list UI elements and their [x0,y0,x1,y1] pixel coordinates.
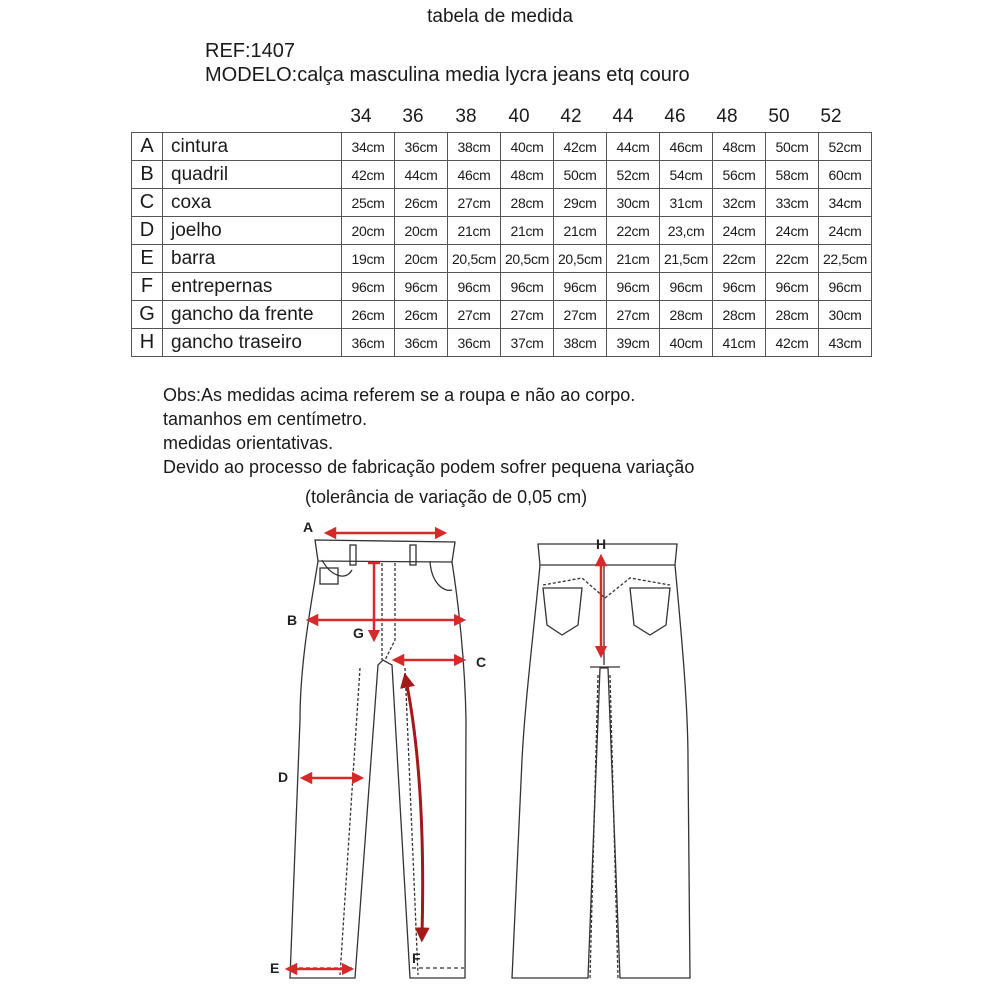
table-cell: 21cm [448,217,501,245]
row-letter: C [132,189,163,217]
table-cell: 26cm [395,301,448,329]
table-cell: 20cm [395,245,448,273]
label-a: A [303,519,314,535]
table-cell: 96cm [554,273,607,301]
table-cell: 26cm [395,189,448,217]
table-cell: 58cm [766,161,819,189]
table-cell: 56cm [713,161,766,189]
table-cell: 96cm [819,273,872,301]
row-name: gancho da frente [163,301,342,329]
table-cell: 42cm [554,133,607,161]
table-cell: 96cm [660,273,713,301]
table-cell: 36cm [395,133,448,161]
table-cell: 96cm [501,273,554,301]
table-cell: 50cm [766,133,819,161]
table-cell: 20cm [395,217,448,245]
table-cell: 96cm [395,273,448,301]
row-letter: B [132,161,163,189]
table-cell: 31cm [660,189,713,217]
table-cell: 24cm [819,217,872,245]
table-cell: 22cm [713,245,766,273]
table-cell: 48cm [501,161,554,189]
table-cell: 22,5cm [819,245,872,273]
table-cell: 37cm [501,329,554,357]
table-cell: 24cm [766,217,819,245]
row-name: cintura [163,133,342,161]
note-line: medidas orientativas. [163,433,334,453]
size-header: 46 [664,106,686,127]
table-cell: 43cm [819,329,872,357]
table-cell: 27cm [448,301,501,329]
table-cell: 32cm [713,189,766,217]
table-cell: 46cm [448,161,501,189]
table-cell: 27cm [607,301,660,329]
size-header: 40 [508,106,530,127]
table-cell: 20cm [342,217,395,245]
row-letter: D [132,217,163,245]
row-name: barra [163,245,342,273]
size-header: 44 [612,106,634,127]
table-cell: 44cm [607,133,660,161]
row-name: gancho traseiro [163,329,342,357]
row-letter: G [132,301,163,329]
table-cell: 36cm [342,329,395,357]
table-cell: 54cm [660,161,713,189]
table-cell: 52cm [607,161,660,189]
table-cell: 27cm [554,301,607,329]
table-cell: 34cm [342,133,395,161]
label-d: D [278,769,289,785]
row-name: coxa [163,189,342,217]
table-cell: 42cm [342,161,395,189]
row-letter: E [132,245,163,273]
table-cell: 20,5cm [554,245,607,273]
size-header: 50 [768,106,790,127]
table-cell: 36cm [395,329,448,357]
table-cell: 36cm [448,329,501,357]
table-cell: 27cm [501,301,554,329]
row-letter: F [132,273,163,301]
table-cell: 30cm [819,301,872,329]
table-cell: 34cm [819,189,872,217]
size-header: 34 [350,106,372,127]
size-header: 48 [716,106,738,127]
table-cell: 26cm [342,301,395,329]
label-e: E [270,960,280,976]
label-f: F [412,950,421,966]
table-cell: 28cm [501,189,554,217]
row-name: joelho [163,217,342,245]
table-cell: 52cm [819,133,872,161]
label-c: C [476,654,487,670]
table-cell: 21,5cm [660,245,713,273]
table-cell: 96cm [342,273,395,301]
label-b: B [287,612,298,628]
model-description: MODELO:calça masculina media lycra jeans etq couro [205,64,690,86]
table-cell: 48cm [713,133,766,161]
arrow-f-inseam [406,680,423,935]
label-h: H [596,536,607,552]
table-cell: 38cm [554,329,607,357]
table-cell: 25cm [342,189,395,217]
table-cell: 38cm [448,133,501,161]
table-cell: 19cm [342,245,395,273]
table-cell: 21cm [501,217,554,245]
table-cell: 33cm [766,189,819,217]
page-title: tabela de medida [427,6,573,27]
row-letter: A [132,133,163,161]
size-header: 36 [402,106,424,127]
note-line: Obs:As medidas acima referem se a roupa e não ao corpo. [163,385,636,405]
table-cell: 24cm [713,217,766,245]
table-cell: 96cm [448,273,501,301]
measurement-arrows [291,533,601,969]
size-header: 38 [455,106,477,127]
table-cell: 20,5cm [448,245,501,273]
table-cell: 41cm [713,329,766,357]
row-letter: H [132,329,163,357]
table-cell: 20,5cm [501,245,554,273]
size-header: 52 [820,106,842,127]
table-cell: 21cm [607,245,660,273]
table-cell: 28cm [713,301,766,329]
table-cell: 23,cm [660,217,713,245]
size-header: 42 [560,106,582,127]
table-cell: 39cm [607,329,660,357]
label-g: G [353,625,364,641]
table-cell: 40cm [660,329,713,357]
front-pants-drawing [290,540,466,978]
table-cell: 50cm [554,161,607,189]
table-cell: 46cm [660,133,713,161]
table-cell: 60cm [819,161,872,189]
table-cell: 27cm [448,189,501,217]
row-name: entrepernas [163,273,342,301]
table-cell: 44cm [395,161,448,189]
table-cell: 96cm [713,273,766,301]
table-cell: 30cm [607,189,660,217]
table-cell: 28cm [660,301,713,329]
table-cell: 42cm [766,329,819,357]
table-cell: 40cm [501,133,554,161]
table-cell: 21cm [554,217,607,245]
tolerance-note: (tolerância de variação de 0,05 cm) [305,487,588,507]
table-cell: 96cm [607,273,660,301]
reference-code: REF:1407 [205,40,296,62]
note-line: Devido ao processo de fabricação podem sofrer pequena variação [163,457,695,477]
table-cell: 29cm [554,189,607,217]
table-cell: 96cm [766,273,819,301]
table-cell: 22cm [766,245,819,273]
table-cell: 22cm [607,217,660,245]
note-line: tamanhos em centímetro. [163,409,368,429]
table-cell: 28cm [766,301,819,329]
row-name: quadril [163,161,342,189]
